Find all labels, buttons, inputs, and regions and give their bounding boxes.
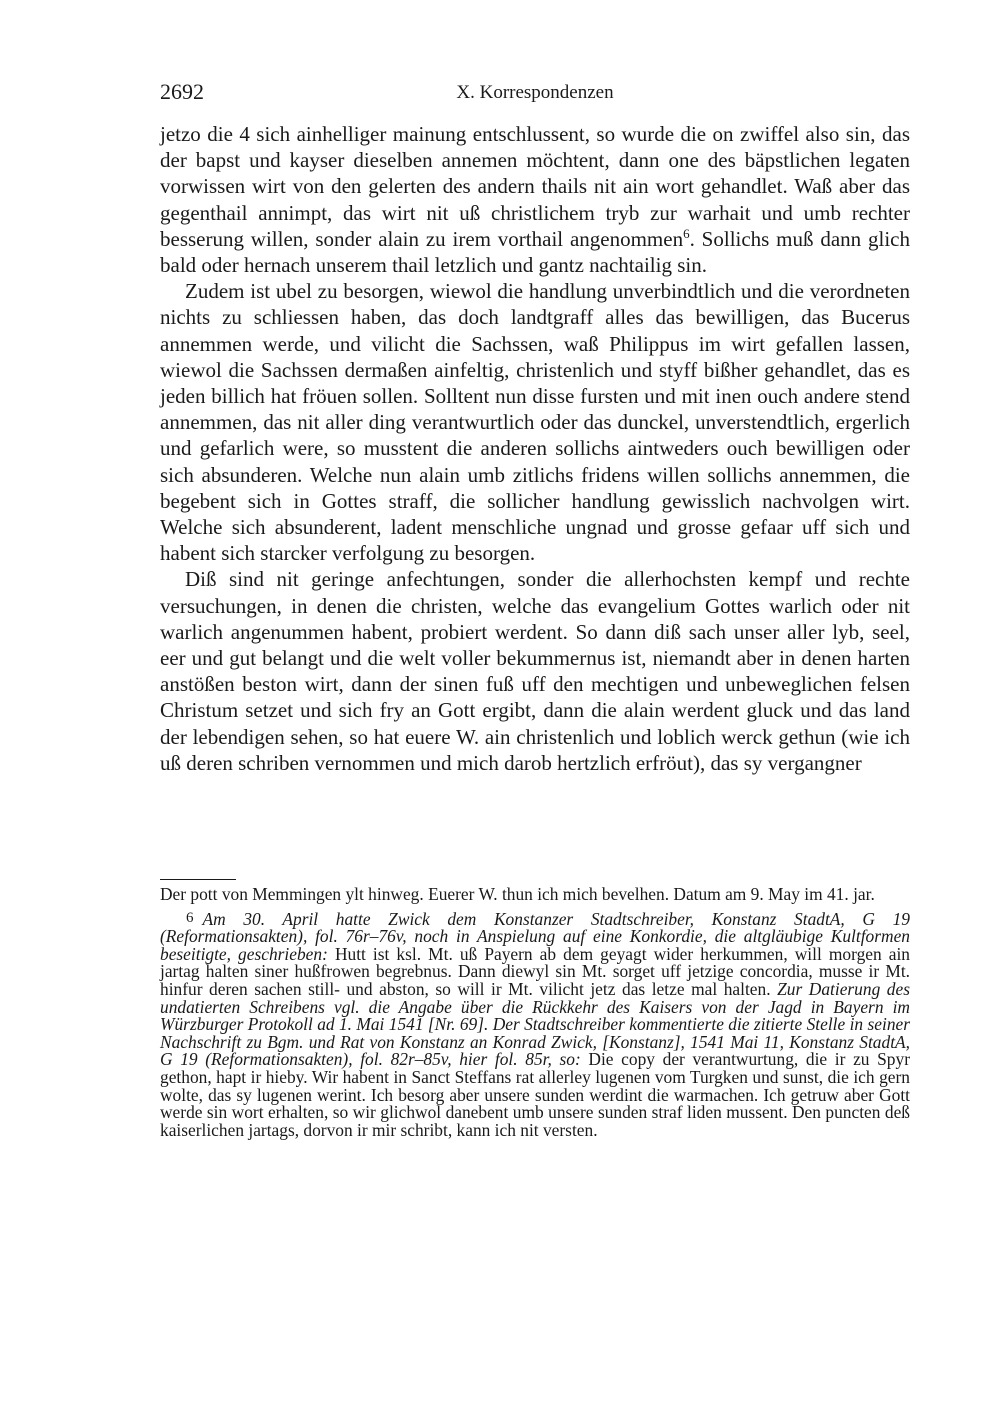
footnote-6-quote-1: Hutt ist ksl. Mt. uß Payern ab dem geyagt wider herkummen, will morgen ain jartag halten siner hußfrowen begrebnus. Dann diewyl sin Mt. sorget uff jetzige concordia, musse ir Mt. hinfur deren sachen still- und abston, so will ir Mt. vilicht jetz das letze mal halten. — [160, 943, 910, 999]
running-head: X. Korrespondenzen — [456, 82, 614, 103]
main-text — [160, 121, 910, 776]
footnote-continuation: Der pott von Memmingen ylt hinweg. Euerer W. thun ich mich bevelhen. Datum am 9. May im 41. jar. — [160, 884, 875, 904]
paragraph-1 — [160, 121, 910, 278]
footnote-6-editorial-2: Zur Datierung des undatierten Schreibens vgl. die Angabe über die Rückkehr des Kaisers von der Jagd in Bayern im Würzburger Protokoll ad 1. Mai 1541 [Nr. 69]. Der Stadtschreiber kommentierte die zitierte Stelle in seiner Nachschrift zu Bgm. und Rat von Konstanz an Konrad Zwick, [Konstanz], 1541 Mai 11, Konstanz StadtA, G 19 (Reformationsakten), fol. 82r–85v, hier fol. 85r, so: — [160, 978, 910, 1070]
footnote-6-editorial-1: Am 30. April hatte Zwick dem Konstanzer Stadtschreiber, Konstanz StadtA, G 19 (Reformationsakten), fol. 76r–76v, noch in Anspielung auf eine Konkordie, die altgläubige Kultformen beseitigte, geschrieben: — [160, 908, 910, 964]
paragraph-1-text-a: jetzo die 4 sich ainhelliger mainung entschlussent, so wurde die on zwiffel also sin, das der bapst und kayser dieselben annemen möchtent, dann one des bäpstlichen legaten vorwissen wirt von den gelerten des andern thails nit ain wort gehandlet. Waß aber das gegenthail annimpt, das wirt nit uß christlichem tryb zur warhait und umb rechter besserung willen, sonder alain zu irem vorthail angenommen — [160, 122, 910, 251]
footnote-6-quote-2: Die copy der verantwurtung, die ir zu Spyr gethon, hapt ir hieby. Wir habent in Sanct Steffans rat allerley lugenen vom Turgken und sunst, die ich gern wolte, das sy lugenen werint. Ich besorg aber unsere sunden werdint die warmachen. Ich getruw aber Gott werde sin wort erhalten, so wir glichwol danebent umb unsere sunden straf liden mussent. Den puncten deß kaiserlichen jartags, dorvon ir mir schribt, kann ich nit versten. — [160, 1049, 910, 1140]
footnotes — [160, 886, 910, 1139]
footnote-separator — [160, 879, 236, 880]
paragraph-3: Diß sind nit geringe anfechtungen, sonder die allerhochsten kempf und rechte versuchungen, in denen die christen, welche das evangelium Gottes warlich oder nit warlich angenummen habent, probiert werdent. So dann diß sach unser aller lyb, seel, eer und gut belangt und die welt voller bekummernus ist, niemandt aber in denen harten anstößen beston wirt, dann der sinen fuß uff den mechtigen und unbeweglichen felsen Christum setzet und sich fry an Gott ergibt, dann die alain werdent gluck und das land der lebendigen sehen, so hat euere W. ain christenlich und loblich werck gethun (wie ich uß deren schriben vernommen und mich darob hertzlich erfröut), das sy vergangner — [160, 567, 910, 775]
paragraph-2: Zudem ist ubel zu besorgen, wiewol die handlung unverbindtlich und die verordneten nichts zu schliessen haben, das doch landtgraff alles das bewilligen, das Bucerus annemmen werde, und vilicht die Sachssen, waß Philippus im wirt gefallen lassen, wiewol die Sachssen dermaßen ainfeltig, christenlich und styff bißher gehandlet, das es jeden billich hat fröuen sollen. Solltent nun disse fursten und mit inen ouch andere stend annemmen, das nit aller ding verantwurtlich oder das dunckel, unverstendtlich, ergerlich und gefarlich were, so musstent die anderen sollichs aintweders ouch bewilligen oder sich absunderen. Welche nun alain umb zitlichs fridens willen sollichs annemmen, die begebent sich in Gottes straff, die sollicher handlung gewisslich nachvolgen wirt. Welche sich absunderent, ladent menschliche ungnad und grosse gefaar uff sich und habent sich starcker verfolgung zu besorgen. — [160, 279, 910, 566]
footnote-6-number: 6 — [186, 909, 194, 926]
footnote-6 — [160, 910, 910, 1140]
footnote-reference-6[interactable]: 6 — [683, 225, 690, 241]
page-number: 2692 — [160, 79, 204, 104]
paragraph-1-text-b: . Sollichs muß dann glich bald oder hernach unserem thail letzlich und gantz nachtailig sin. — [160, 226, 910, 278]
